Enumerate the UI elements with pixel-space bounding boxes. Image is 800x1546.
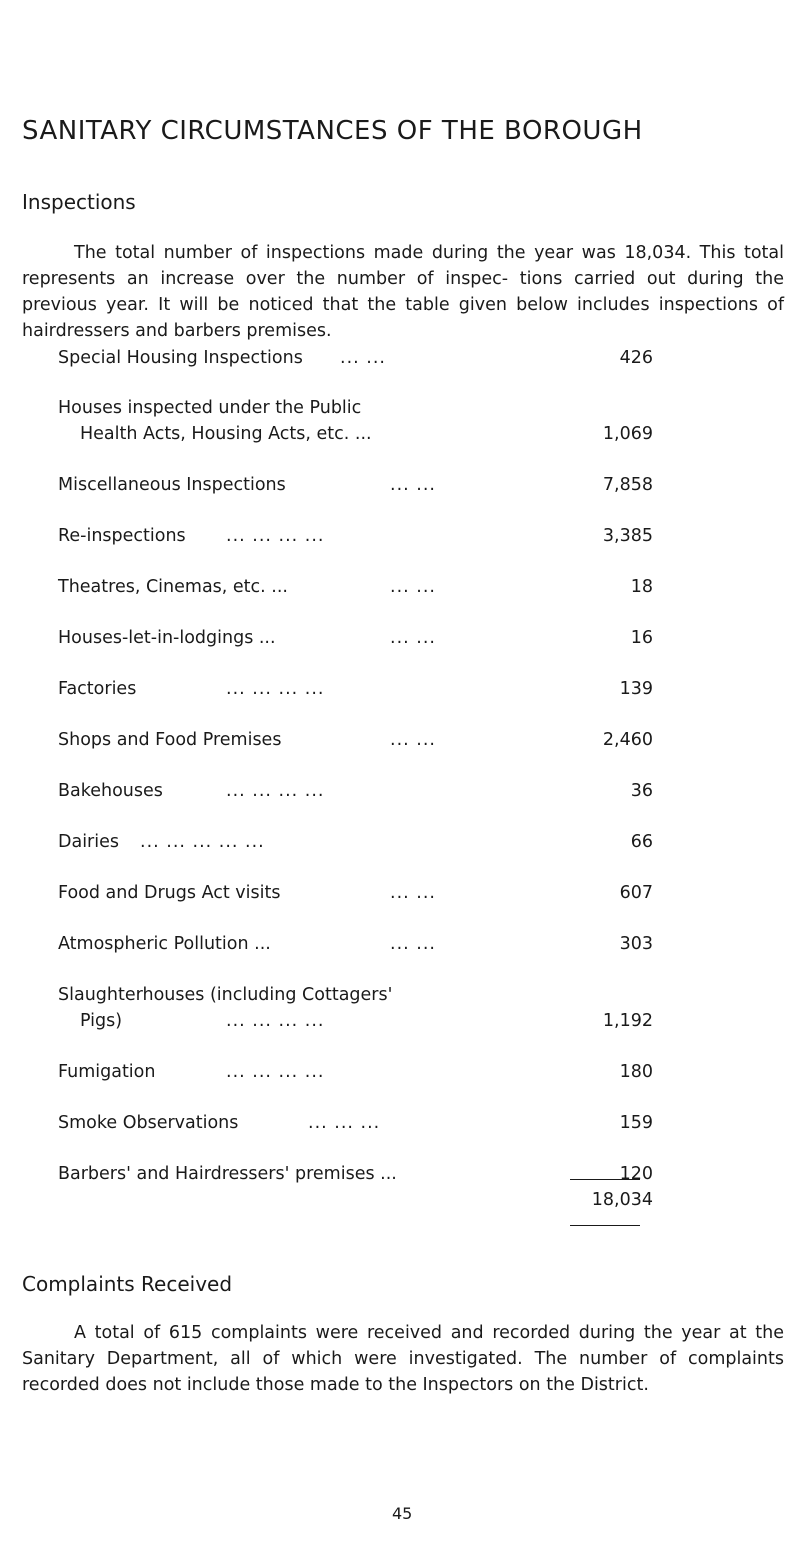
row-value: 16: [630, 628, 653, 648]
row-dots: ... ...: [390, 730, 436, 750]
row-label: Special Housing Inspections: [58, 348, 303, 368]
total-rule-top: [570, 1179, 640, 1180]
row-label: Fumigation: [58, 1062, 156, 1082]
inspections-paragraph: The total number of inspections made during the year was 18,034. This total represents an increase over the number of inspec- tions carried out during the previous year. It will be noticed that the table given below includes inspections of hairdressers and barbers premises.: [22, 243, 784, 341]
row-value: 180: [619, 1062, 653, 1082]
table-row: [58, 625, 653, 651]
row-value: 607: [619, 883, 653, 903]
table-row: [58, 574, 653, 600]
row-dots: ... ... ... ...: [226, 526, 325, 546]
table-row: [58, 395, 653, 444]
row-value: 1,192: [602, 1011, 653, 1031]
inspections-heading: Inspections: [22, 190, 136, 214]
table-row: [58, 1110, 653, 1136]
row-label: Food and Drugs Act visits: [58, 883, 281, 903]
row-label: Houses-let-in-lodgings ...: [58, 628, 276, 648]
table-row: [58, 1161, 653, 1187]
table-row: [58, 1059, 653, 1085]
row-dots: ... ...: [340, 348, 386, 368]
row-dots: ... ... ... ...: [226, 781, 325, 801]
table-row: [58, 727, 653, 753]
table-row: [58, 880, 653, 906]
row-dots: ... ... ... ...: [226, 1062, 325, 1082]
table-row: [58, 778, 653, 804]
row-value: 139: [619, 679, 653, 699]
row-value: 7,858: [602, 475, 653, 495]
row-value: 18: [630, 577, 653, 597]
row-dots: ... ...: [390, 628, 436, 648]
complaints-heading: Complaints Received: [22, 1272, 233, 1296]
row-label: Miscellaneous Inspections: [58, 475, 286, 495]
row-dots: ... ...: [390, 934, 436, 954]
row-value: 2,460: [602, 730, 653, 750]
row-dots: ... ... ...: [308, 1113, 381, 1133]
row-value: 66: [630, 832, 653, 852]
row-dots: ... ...: [390, 883, 436, 903]
row-label: Theatres, Cinemas, etc. ...: [58, 577, 288, 597]
row-dots: ... ... ... ...: [226, 1011, 325, 1031]
row-label: Re-inspections: [58, 526, 186, 546]
row-value: 159: [619, 1113, 653, 1133]
table-row: [58, 472, 653, 498]
row-dots: ... ...: [390, 577, 436, 597]
total-rule-bottom: [570, 1225, 640, 1226]
inspections-total: 18,034: [591, 1190, 653, 1210]
row-value: 1,069: [602, 424, 653, 444]
table-row: [58, 345, 653, 371]
row-label: Smoke Observations: [58, 1113, 239, 1133]
row-label: Barbers' and Hairdressers' premises ...: [58, 1164, 397, 1184]
row-label: Atmospheric Pollution ...: [58, 934, 271, 954]
row-label: Dairies: [58, 832, 120, 852]
table-row: [58, 829, 653, 855]
row-value: 426: [619, 348, 653, 368]
row-label: Houses inspected under the Public: [58, 398, 362, 418]
row-dots: ... ...: [390, 475, 436, 495]
complaints-paragraph: A total of 615 complaints were received and recorded during the year at the Sanitary Department, all of which were investigated. The number of complaints recorded does not include those made to the Inspectors on the District.: [22, 1323, 784, 1395]
row-value: 303: [619, 934, 653, 954]
row-value: 3,385: [602, 526, 653, 546]
page-number: 45: [392, 1504, 413, 1523]
row-label: Shops and Food Premises: [58, 730, 282, 750]
row-label: Bakehouses: [58, 781, 163, 801]
page-title: SANITARY CIRCUMSTANCES OF THE BOROUGH: [22, 116, 643, 146]
row-label: Slaughterhouses (including Cottagers': [58, 985, 393, 1005]
row-dots: ... ... ... ... ...: [140, 832, 265, 852]
table-row: [58, 523, 653, 549]
row-dots: ... ... ... ...: [226, 679, 325, 699]
row-label-continued: Health Acts, Housing Acts, etc. ...: [80, 424, 372, 444]
table-row: [58, 676, 653, 702]
table-row: [58, 931, 653, 957]
row-label-continued: Pigs): [80, 1011, 123, 1031]
row-label: Factories: [58, 679, 137, 699]
table-row: [58, 982, 653, 1031]
row-value: 36: [630, 781, 653, 801]
row-value: 120: [619, 1164, 653, 1184]
